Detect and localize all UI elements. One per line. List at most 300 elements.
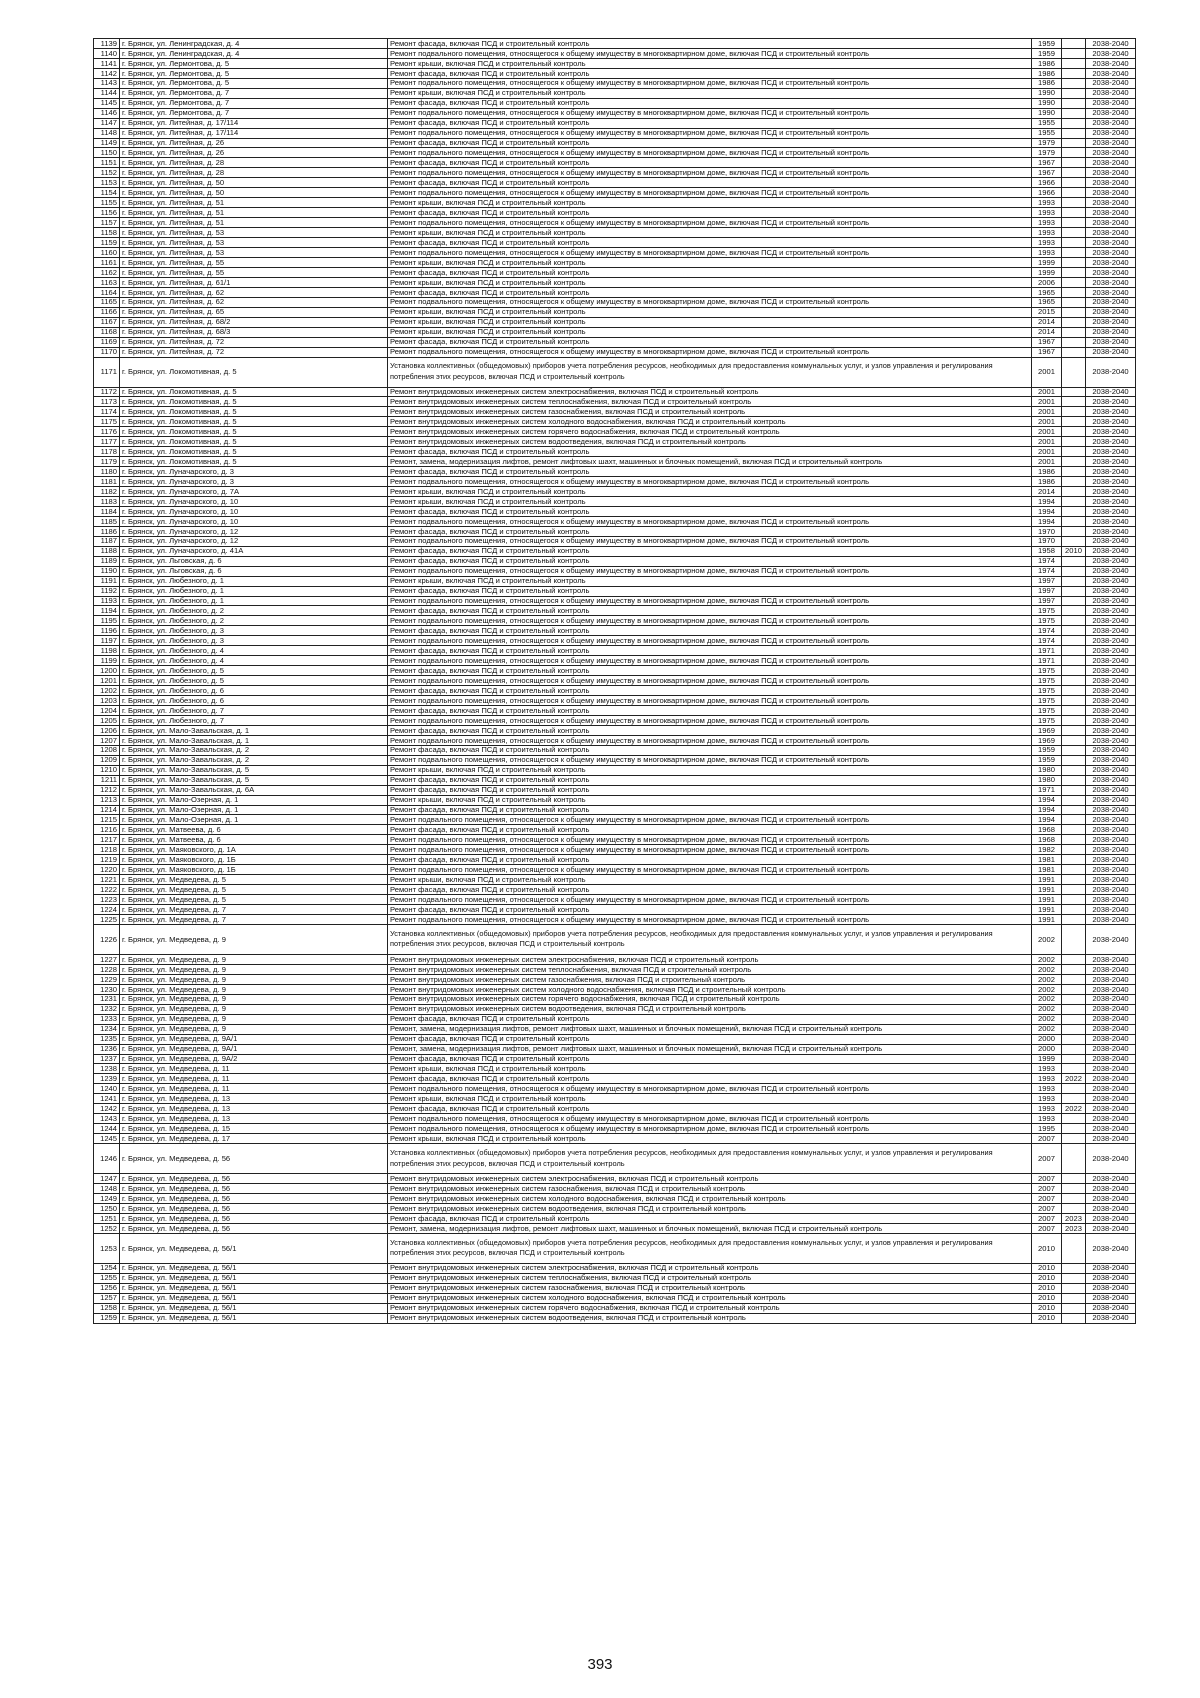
address-cell: г. Брянск, ул. Медведева, д. 56 [120,1144,388,1174]
last-repair-year-cell [1062,477,1086,487]
planned-period-cell: 2038-2040 [1086,1084,1136,1094]
address-cell: г. Брянск, ул. Лермонтова, д. 5 [120,68,388,78]
table-row [94,556,1136,566]
row-number-cell: 1248 [94,1184,120,1194]
planned-period-cell: 2038-2040 [1086,417,1136,427]
address-cell: г. Брянск, ул. Маяковского, д. 1А [120,845,388,855]
work-type-cell: Ремонт крыши, включая ПСД и строительный контроль [388,795,1032,805]
build-year-cell: 1975 [1032,616,1062,626]
row-number-cell: 1154 [94,188,120,198]
last-repair-year-cell [1062,576,1086,586]
row-number-cell: 1224 [94,905,120,915]
build-year-cell: 1999 [1032,1054,1062,1064]
address-cell: г. Брянск, ул. Медведева, д. 15 [120,1124,388,1134]
build-year-cell: 2010 [1032,1263,1062,1273]
address-cell: г. Брянск, ул. Медведева, д. 9 [120,994,388,1004]
last-repair-year-cell [1062,1184,1086,1194]
row-number-cell: 1202 [94,686,120,696]
last-repair-year-cell [1062,58,1086,68]
table-row [94,1054,1136,1064]
planned-period-cell: 2038-2040 [1086,954,1136,964]
last-repair-year-cell [1062,646,1086,656]
planned-period-cell: 2038-2040 [1086,805,1136,815]
table-row [94,1213,1136,1223]
last-repair-year-cell [1062,825,1086,835]
address-cell: г. Брянск, ул. Медведева, д. 9А/1 [120,1044,388,1054]
build-year-cell: 1969 [1032,725,1062,735]
table-row [94,1193,1136,1203]
table-row [94,1283,1136,1293]
table-row [94,118,1136,128]
last-repair-year-cell [1062,915,1086,925]
work-type-cell: Ремонт фасада, включая ПСД и строительный контроль [388,855,1032,865]
planned-period-cell: 2038-2040 [1086,725,1136,735]
last-repair-year-cell [1062,148,1086,158]
row-number-cell: 1214 [94,805,120,815]
build-year-cell: 1970 [1032,536,1062,546]
build-year-cell: 1991 [1032,885,1062,895]
planned-period-cell: 2038-2040 [1086,178,1136,188]
planned-period-cell: 2038-2040 [1086,656,1136,666]
work-type-cell: Ремонт фасада, включая ПСД и строительный контроль [388,1074,1032,1084]
address-cell: г. Брянск, ул. Медведева, д. 56 [120,1203,388,1213]
last-repair-year-cell [1062,337,1086,347]
address-cell: г. Брянск, ул. Луначарского, д. 12 [120,536,388,546]
table-row [94,188,1136,198]
build-year-cell: 1993 [1032,1074,1062,1084]
address-cell: г. Брянск, ул. Медведева, д. 9 [120,964,388,974]
table-row [94,218,1136,228]
last-repair-year-cell [1062,1273,1086,1283]
planned-period-cell: 2038-2040 [1086,48,1136,58]
last-repair-year-cell [1062,1293,1086,1303]
work-type-cell: Ремонт фасада, включая ПСД и строительный контроль [388,805,1032,815]
work-type-cell: Ремонт подвального помещения, относящегося к общему имуществу в многоквартирном доме, включая ПСД и строительный контроль [388,128,1032,138]
work-type-cell: Ремонт фасада, включая ПСД и строительный контроль [388,208,1032,218]
planned-period-cell: 2038-2040 [1086,257,1136,267]
planned-period-cell: 2038-2040 [1086,1223,1136,1233]
row-number-cell: 1238 [94,1064,120,1074]
table-row [94,387,1136,397]
last-repair-year-cell [1062,1034,1086,1044]
table-row [94,646,1136,656]
last-repair-year-cell [1062,905,1086,915]
row-number-cell: 1249 [94,1193,120,1203]
planned-period-cell: 2038-2040 [1086,855,1136,865]
planned-period-cell: 2038-2040 [1086,58,1136,68]
planned-period-cell: 2038-2040 [1086,745,1136,755]
row-number-cell: 1168 [94,327,120,337]
table-row [94,447,1136,457]
planned-period-cell: 2038-2040 [1086,1273,1136,1283]
work-type-cell: Ремонт внутридомовых инженерных систем горячего водоснабжения, включая ПСД и строительный контроль [388,994,1032,1004]
planned-period-cell: 2038-2040 [1086,1293,1136,1303]
planned-period-cell: 2038-2040 [1086,785,1136,795]
row-number-cell: 1258 [94,1303,120,1313]
build-year-cell: 1979 [1032,138,1062,148]
build-year-cell: 1994 [1032,795,1062,805]
row-number-cell: 1159 [94,238,120,248]
row-number-cell: 1204 [94,706,120,716]
row-number-cell: 1213 [94,795,120,805]
table-row [94,696,1136,706]
work-type-cell: Ремонт фасада, включая ПСД и строительный контроль [388,785,1032,795]
address-cell: г. Брянск, ул. Медведева, д. 9А/2 [120,1054,388,1064]
address-cell: г. Брянск, ул. Мало-Завальская, д. 1 [120,735,388,745]
work-type-cell: Ремонт, замена, модернизация лифтов, ремонт лифтовых шахт, машинных и блочных помещений, включая ПСД и строительный контроль [388,457,1032,467]
work-type-cell: Ремонт крыши, включая ПСД и строительный контроль [388,317,1032,327]
work-type-cell: Ремонт фасада, включая ПСД и строительный контроль [388,1104,1032,1114]
row-number-cell: 1197 [94,636,120,646]
address-cell: г. Брянск, ул. Медведева, д. 9 [120,1014,388,1024]
table-row [94,1303,1136,1313]
work-type-cell: Ремонт фасада, включая ПСД и строительный контроль [388,825,1032,835]
address-cell: г. Брянск, ул. Мало-Озерная, д. 1 [120,815,388,825]
row-number-cell: 1211 [94,775,120,785]
work-type-cell: Ремонт подвального помещения, относящегося к общему имуществу в многоквартирном доме, включая ПСД и строительный контроль [388,865,1032,875]
address-cell: г. Брянск, ул. Медведева, д. 56/1 [120,1293,388,1303]
planned-period-cell: 2038-2040 [1086,1064,1136,1074]
work-type-cell: Ремонт внутридомовых инженерных систем водоотведения, включая ПСД и строительный контроль [388,1203,1032,1213]
table-row [94,815,1136,825]
row-number-cell: 1209 [94,755,120,765]
row-number-cell: 1193 [94,596,120,606]
build-year-cell: 1994 [1032,496,1062,506]
address-cell: г. Брянск, ул. Медведева, д. 5 [120,895,388,905]
address-cell: г. Брянск, ул. Мало-Завальская, д. 2 [120,745,388,755]
planned-period-cell: 2038-2040 [1086,407,1136,417]
last-repair-year-cell: 2022 [1062,1074,1086,1084]
planned-period-cell: 2038-2040 [1086,307,1136,317]
build-year-cell: 2002 [1032,1024,1062,1034]
build-year-cell: 1966 [1032,188,1062,198]
address-cell: г. Брянск, ул. Литейная, д. 65 [120,307,388,317]
work-type-cell: Ремонт крыши, включая ПСД и строительный контроль [388,1064,1032,1074]
work-type-cell: Ремонт фасада, включая ПСД и строительный контроль [388,666,1032,676]
work-type-cell: Ремонт подвального помещения, относящегося к общему имуществу в многоквартирном доме, включая ПСД и строительный контроль [388,696,1032,706]
planned-period-cell: 2038-2040 [1086,616,1136,626]
last-repair-year-cell [1062,467,1086,477]
build-year-cell: 1994 [1032,805,1062,815]
work-type-cell: Ремонт внутридомовых инженерных систем электроснабжения, включая ПСД и строительный контроль [388,1174,1032,1184]
last-repair-year-cell [1062,775,1086,785]
row-number-cell: 1155 [94,198,120,208]
last-repair-year-cell [1062,168,1086,178]
last-repair-year-cell [1062,1313,1086,1323]
row-number-cell: 1167 [94,317,120,327]
planned-period-cell: 2038-2040 [1086,1074,1136,1084]
address-cell: г. Брянск, ул. Лермонтова, д. 7 [120,98,388,108]
row-number-cell: 1149 [94,138,120,148]
build-year-cell: 1997 [1032,596,1062,606]
planned-period-cell: 2038-2040 [1086,1094,1136,1104]
build-year-cell: 1994 [1032,506,1062,516]
row-number-cell: 1232 [94,1004,120,1014]
build-year-cell: 1975 [1032,715,1062,725]
work-type-cell: Ремонт подвального помещения, относящегося к общему имуществу в многоквартирном доме, включая ПСД и строительный контроль [388,347,1032,357]
work-type-cell: Ремонт подвального помещения, относящегося к общему имуществу в многоквартирном доме, включая ПСД и строительный контроль [388,895,1032,905]
table-row [94,347,1136,357]
work-type-cell: Ремонт фасада, включая ПСД и строительный контроль [388,287,1032,297]
address-cell: г. Брянск, ул. Ленинградская, д. 4 [120,48,388,58]
row-number-cell: 1192 [94,586,120,596]
build-year-cell: 2001 [1032,417,1062,427]
work-type-cell: Ремонт внутридомовых инженерных систем водоотведения, включая ПСД и строительный контроль [388,1004,1032,1014]
row-number-cell: 1231 [94,994,120,1004]
planned-period-cell: 2038-2040 [1086,775,1136,785]
table-row [94,1134,1136,1144]
build-year-cell: 2001 [1032,447,1062,457]
planned-period-cell: 2038-2040 [1086,795,1136,805]
row-number-cell: 1208 [94,745,120,755]
row-number-cell: 1144 [94,88,120,98]
planned-period-cell: 2038-2040 [1086,835,1136,845]
planned-period-cell: 2038-2040 [1086,287,1136,297]
row-number-cell: 1203 [94,696,120,706]
build-year-cell: 1975 [1032,606,1062,616]
build-year-cell: 2002 [1032,954,1062,964]
address-cell: г. Брянск, ул. Медведева, д. 56/1 [120,1313,388,1323]
address-cell: г. Брянск, ул. Медведева, д. 56 [120,1174,388,1184]
last-repair-year-cell [1062,885,1086,895]
planned-period-cell: 2038-2040 [1086,148,1136,158]
row-number-cell: 1191 [94,576,120,586]
address-cell: г. Брянск, ул. Литейная, д. 26 [120,138,388,148]
table-row [94,974,1136,984]
build-year-cell: 2001 [1032,427,1062,437]
row-number-cell: 1253 [94,1233,120,1263]
planned-period-cell: 2038-2040 [1086,915,1136,925]
planned-period-cell: 2038-2040 [1086,477,1136,487]
planned-period-cell: 2038-2040 [1086,566,1136,576]
address-cell: г. Брянск, ул. Льговская, д. 6 [120,566,388,576]
table-row [94,1273,1136,1283]
row-number-cell: 1184 [94,506,120,516]
address-cell: г. Брянск, ул. Медведева, д. 56/1 [120,1283,388,1293]
planned-period-cell: 2038-2040 [1086,267,1136,277]
table-row [94,437,1136,447]
row-number-cell: 1218 [94,845,120,855]
last-repair-year-cell [1062,556,1086,566]
last-repair-year-cell [1062,1124,1086,1134]
last-repair-year-cell [1062,347,1086,357]
table-row [94,964,1136,974]
address-cell: г. Брянск, ул. Мало-Озерная, д. 1 [120,805,388,815]
table-row [94,656,1136,666]
address-cell: г. Брянск, ул. Литейная, д. 53 [120,228,388,238]
build-year-cell: 1959 [1032,755,1062,765]
build-year-cell: 2002 [1032,924,1062,954]
address-cell: г. Брянск, ул. Матвеева, д. 6 [120,825,388,835]
work-type-cell: Ремонт фасада, включая ПСД и строительный контроль [388,626,1032,636]
work-type-cell: Ремонт фасада, включая ПСД и строительный контроль [388,606,1032,616]
build-year-cell: 1993 [1032,1104,1062,1114]
planned-period-cell: 2038-2040 [1086,765,1136,775]
work-type-cell: Ремонт фасада, включая ПСД и строительный контроль [388,905,1032,915]
last-repair-year-cell [1062,1283,1086,1293]
last-repair-year-cell: 2023 [1062,1213,1086,1223]
planned-period-cell: 2038-2040 [1086,238,1136,248]
row-number-cell: 1226 [94,924,120,954]
build-year-cell: 2007 [1032,1174,1062,1184]
table-row [94,725,1136,735]
planned-period-cell: 2038-2040 [1086,188,1136,198]
row-number-cell: 1147 [94,118,120,128]
build-year-cell: 1971 [1032,646,1062,656]
row-number-cell: 1257 [94,1293,120,1303]
row-number-cell: 1139 [94,39,120,49]
row-number-cell: 1157 [94,218,120,228]
build-year-cell: 1970 [1032,526,1062,536]
row-number-cell: 1162 [94,267,120,277]
build-year-cell: 1990 [1032,98,1062,108]
table-row [94,257,1136,267]
work-type-cell: Ремонт подвального помещения, относящегося к общему имуществу в многоквартирном доме, включая ПСД и строительный контроль [388,1124,1032,1134]
last-repair-year-cell [1062,706,1086,716]
build-year-cell: 2007 [1032,1144,1062,1174]
planned-period-cell: 2038-2040 [1086,1034,1136,1044]
address-cell: г. Брянск, ул. Любезного, д. 6 [120,696,388,706]
row-number-cell: 1170 [94,347,120,357]
table-row [94,1233,1136,1263]
last-repair-year-cell [1062,536,1086,546]
planned-period-cell: 2038-2040 [1086,118,1136,128]
work-type-cell: Ремонт фасада, включая ПСД и строительный контроль [388,1054,1032,1064]
table-row [94,228,1136,238]
build-year-cell: 2002 [1032,994,1062,1004]
address-cell: г. Брянск, ул. Медведева, д. 56/1 [120,1273,388,1283]
table-row [94,58,1136,68]
table-row [94,108,1136,118]
build-year-cell: 1980 [1032,775,1062,785]
table-row [94,1014,1136,1024]
table-row [94,457,1136,467]
build-year-cell: 1975 [1032,706,1062,716]
work-type-cell: Ремонт фасада, включая ПСД и строительный контроль [388,526,1032,536]
build-year-cell: 2014 [1032,317,1062,327]
planned-period-cell: 2038-2040 [1086,347,1136,357]
build-year-cell: 1981 [1032,855,1062,865]
last-repair-year-cell [1062,427,1086,437]
row-number-cell: 1158 [94,228,120,238]
work-type-cell: Ремонт подвального помещения, относящегося к общему имуществу в многоквартирном доме, включая ПСД и строительный контроль [388,536,1032,546]
planned-period-cell: 2038-2040 [1086,168,1136,178]
address-cell: г. Брянск, ул. Лермонтова, д. 7 [120,108,388,118]
page-number: 393 [587,1656,613,1673]
build-year-cell: 2007 [1032,1203,1062,1213]
last-repair-year-cell [1062,1044,1086,1054]
address-cell: г. Брянск, ул. Любезного, д. 2 [120,606,388,616]
address-cell: г. Брянск, ул. Любезного, д. 4 [120,646,388,656]
table-row [94,1094,1136,1104]
last-repair-year-cell [1062,68,1086,78]
planned-period-cell: 2038-2040 [1086,506,1136,516]
planned-period-cell: 2038-2040 [1086,924,1136,954]
planned-period-cell: 2038-2040 [1086,297,1136,307]
build-year-cell: 1980 [1032,765,1062,775]
last-repair-year-cell [1062,1094,1086,1104]
planned-period-cell: 2038-2040 [1086,905,1136,915]
planned-period-cell: 2038-2040 [1086,317,1136,327]
last-repair-year-cell [1062,676,1086,686]
last-repair-year-cell [1062,1144,1086,1174]
last-repair-year-cell [1062,765,1086,775]
address-cell: г. Брянск, ул. Литейная, д. 61/1 [120,277,388,287]
table-row [94,785,1136,795]
address-cell: г. Брянск, ул. Лермонтова, д. 7 [120,88,388,98]
table-row [94,626,1136,636]
address-cell: г. Брянск, ул. Литейная, д. 51 [120,208,388,218]
row-number-cell: 1244 [94,1124,120,1134]
address-cell: г. Брянск, ул. Локомотивная, д. 5 [120,457,388,467]
address-cell: г. Брянск, ул. Маяковского, д. 1Б [120,855,388,865]
last-repair-year-cell [1062,815,1086,825]
row-number-cell: 1236 [94,1044,120,1054]
planned-period-cell: 2038-2040 [1086,526,1136,536]
row-number-cell: 1210 [94,765,120,775]
build-year-cell: 1959 [1032,745,1062,755]
table-row [94,148,1136,158]
table-row [94,885,1136,895]
build-year-cell: 2002 [1032,974,1062,984]
row-number-cell: 1229 [94,974,120,984]
work-type-cell: Ремонт подвального помещения, относящегося к общему имуществу в многоквартирном доме, включая ПСД и строительный контроль [388,218,1032,228]
build-year-cell: 1999 [1032,257,1062,267]
table-row [94,895,1136,905]
work-type-cell: Ремонт крыши, включая ПСД и строительный контроль [388,327,1032,337]
row-number-cell: 1217 [94,835,120,845]
row-number-cell: 1201 [94,676,120,686]
build-year-cell: 1958 [1032,546,1062,556]
table-row [94,994,1136,1004]
row-number-cell: 1240 [94,1084,120,1094]
row-number-cell: 1172 [94,387,120,397]
address-cell: г. Брянск, ул. Литейная, д. 62 [120,297,388,307]
table-row [94,487,1136,497]
last-repair-year-cell [1062,248,1086,258]
row-number-cell: 1150 [94,148,120,158]
work-type-cell: Ремонт фасада, включая ПСД и строительный контроль [388,546,1032,556]
address-cell: г. Брянск, ул. Мало-Завальская, д. 6А [120,785,388,795]
last-repair-year-cell [1062,875,1086,885]
row-number-cell: 1233 [94,1014,120,1024]
last-repair-year-cell [1062,586,1086,596]
table-row [94,1124,1136,1134]
table-row [94,616,1136,626]
last-repair-year-cell [1062,805,1086,815]
last-repair-year-cell [1062,327,1086,337]
work-type-cell: Ремонт подвального помещения, относящегося к общему имуществу в многоквартирном доме, включая ПСД и строительный контроль [388,108,1032,118]
row-number-cell: 1186 [94,526,120,536]
planned-period-cell: 2038-2040 [1086,1193,1136,1203]
planned-period-cell: 2038-2040 [1086,1114,1136,1124]
build-year-cell: 2007 [1032,1223,1062,1233]
table-row [94,39,1136,49]
last-repair-year-cell [1062,1114,1086,1124]
table-row [94,238,1136,248]
last-repair-year-cell [1062,865,1086,875]
build-year-cell: 2007 [1032,1134,1062,1144]
work-type-cell: Ремонт внутридомовых инженерных систем горячего водоснабжения, включая ПСД и строительный контроль [388,427,1032,437]
work-type-cell: Ремонт подвального помещения, относящегося к общему имуществу в многоквартирном доме, включая ПСД и строительный контроль [388,676,1032,686]
last-repair-year-cell [1062,417,1086,427]
address-cell: г. Брянск, ул. Литейная, д. 68/2 [120,317,388,327]
planned-period-cell: 2038-2040 [1086,128,1136,138]
address-cell: г. Брянск, ул. Литейная, д. 28 [120,158,388,168]
last-repair-year-cell [1062,158,1086,168]
work-type-cell: Ремонт внутридомовых инженерных систем теплоснабжения, включая ПСД и строительный контроль [388,397,1032,407]
table-row [94,1004,1136,1014]
